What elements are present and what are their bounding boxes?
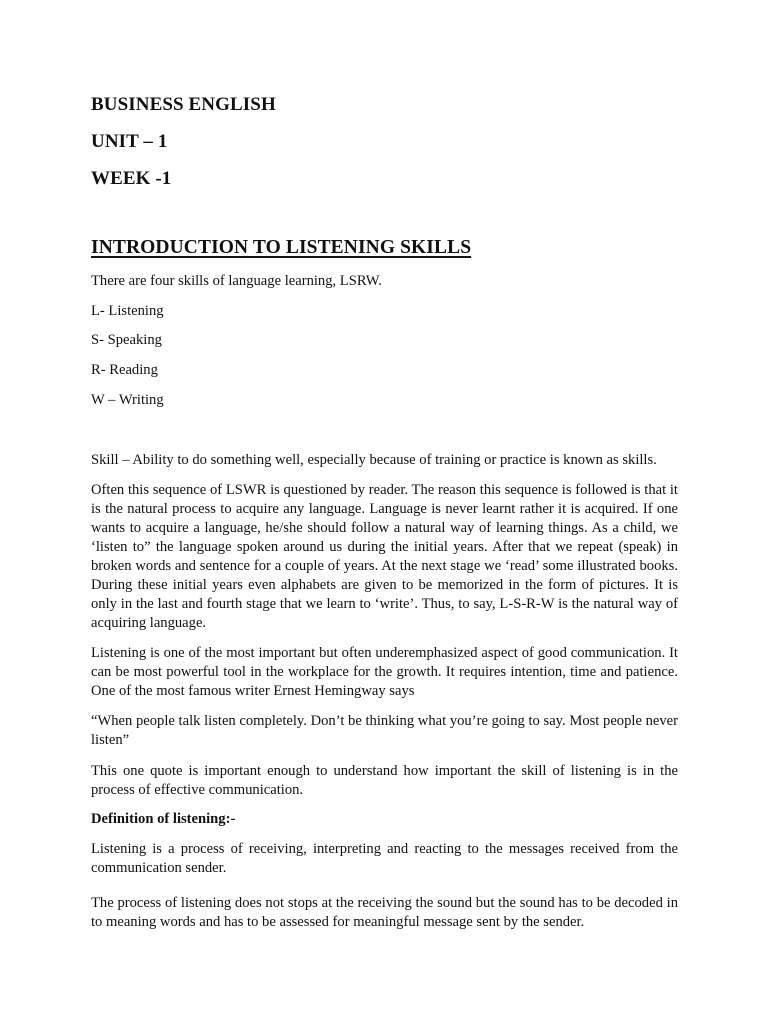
course-title: BUSINESS ENGLISH xyxy=(91,94,276,115)
skill-item-speaking: S- Speaking xyxy=(91,332,162,348)
intro-text: There are four skills of language learning, LSRW. xyxy=(91,273,382,289)
sequence-paragraph: Often this sequence of LSWR is questioned by reader. The reason this sequence is followed is that it is the natural process to acquire any language. Language is never learnt rather it is acquired. If one wants to acquire a language, he/she should follow a natural way of learning things. As a child, we ‘listen to” the language spoken around us during the initial years. After that we repeat (speak) in broken words and sentence for a couple of years. At the next stage we ‘read’ some illustrated books. During these initial years even alphabets are given to be memorized in the form of pictures. It is only in the last and fourth stage that we learn to ‘write’. Thus, to say, L-S-R-W is the natural way of acquiring language. xyxy=(91,482,678,631)
skill-definition: Skill – Ability to do something well, especially because of training or practice is known as skills. xyxy=(91,452,657,468)
skill-item-writing: W – Writing xyxy=(91,392,164,408)
unit-label: UNIT – 1 xyxy=(91,131,168,152)
definition-heading: Definition of listening:- xyxy=(91,811,236,827)
listening-paragraph: Listening is one of the most important but often underemphasized aspect of good communication. It can be most powerful tool in the workplace for the growth. It requires intention, time and patience. One of the most famous writer Ernest Hemingway says xyxy=(91,645,678,699)
process-text: The process of listening does not stops at the receiving the sound but the sound has to be decoded in to meaning words and has to be assessed for meaningful message sent by the sender. xyxy=(91,895,678,930)
hemingway-quote: “When people talk listen completely. Don’t be thinking what you’re going to say. Most people never listen” xyxy=(91,713,678,748)
week-label: WEEK -1 xyxy=(91,168,172,189)
quote-followup: This one quote is important enough to understand how important the skill of listening is in the process of effective communication. xyxy=(91,763,678,798)
section-heading: INTRODUCTION TO LISTENING SKILLS xyxy=(91,237,472,258)
skill-item-listening: L- Listening xyxy=(91,303,164,319)
definition-text: Listening is a process of receiving, interpreting and reacting to the messages received from the communication sender. xyxy=(91,841,678,876)
skill-item-reading: R- Reading xyxy=(91,362,158,378)
